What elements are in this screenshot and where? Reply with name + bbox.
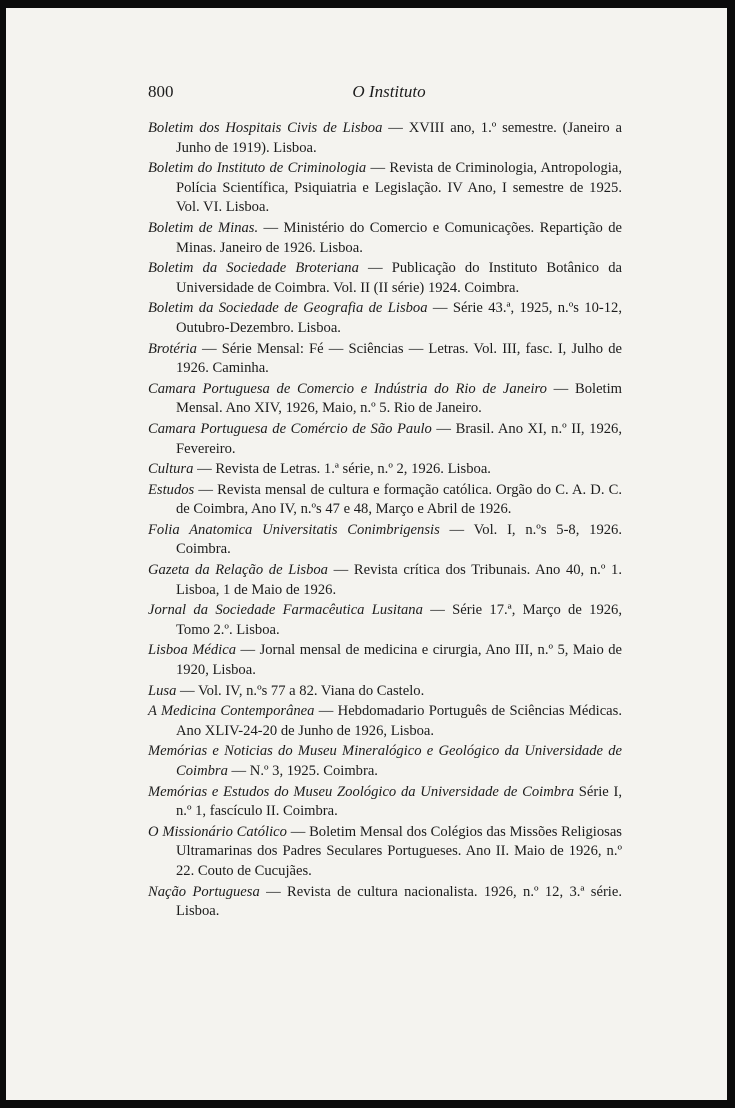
bibliography-entry [148,601,622,640]
entry-text: — Jornal mensal de medicina e cirurgia, Ano III, n.º 5, Maio de 1920, Lisboa. [176,642,623,679]
bibliography-entry [148,420,622,459]
entry-title: Lisboa Médica [148,642,236,659]
entry-text: — Série 43.ª, 1925, n.ºs 10-12, Outubro-Dezembro. Lisboa. [176,300,622,336]
bibliography-entry [148,299,622,338]
entry-text: — Publicação do Instituto Botânico da Universidade de Coimbra. Vol. II (II série) 1924. Coimbra. [176,260,622,296]
running-title: O Instituto [352,82,426,101]
entry-text: — Revista mensal de cultura e formação católica. Orgão do C. A. D. C. de Coimbra, Ano IV, n.ºs 47 e 48, Março e Abril de 1926. [176,481,622,518]
entry-text: — Revista de Letras. 1.ª série, n.º 2, 1926. Lisboa. [193,461,491,478]
bibliography-entry [148,521,622,560]
bibliography-entry [148,259,622,298]
bibliography-entry [148,460,622,480]
entry-title: Lusa [148,682,177,699]
entry-text: — Brasil. Ano XI, n.º II, 1926, Fevereiro. [176,420,622,457]
entry-text: — Hebdomadario Português de Sciências Médicas. Ano XLIV-24-20 de Junho de 1926, Lisboa. [176,703,622,739]
entry-title: Boletim dos Hospitais Civis de Lisboa [148,120,383,136]
entry-title: Folia Anatomica Universitatis Conimbrigensis [148,521,440,538]
entry-text: — Série 17.ª, Março de 1926, Tomo 2.º. Lisboa. [176,602,622,638]
bibliography-entry [148,641,622,680]
entry-text: — Ministério do Comercio e Comunicações. Repartição de Minas. Janeiro de 1926. Lisboa. [176,219,622,256]
entry-title: Boletim do Instituto de Criminologia [148,160,367,177]
entry-text: — Boletim Mensal dos Colégios das Missões Religiosas Ultramarinas dos Padres Seculares Portugueses. Ano II. Maio de 1926, n.º 22. Couto de Cucujães. [176,823,622,879]
entry-text: — Boletim Mensal. Ano XIV, 1926, Maio, n.º 5. Rio de Janeiro. [176,380,623,417]
bibliography-list [148,119,622,923]
entry-text: — Vol. IV, n.ºs 77 a 82. Viana do Castelo. [176,682,425,699]
entry-title: Camara Portuguesa de Comercio e Indústria do Rio de Janeiro [148,380,547,397]
bibliography-entry [148,119,622,158]
entry-text: Série I, n.º 1, fascículo II. Coimbra. [176,783,623,820]
entry-title: Camara Portuguesa de Comércio de São Paulo [148,420,432,437]
entry-text: — Revista de Criminologia, Antropologia, Polícia Scientífica, Psiquiatria e Legislação. IV Ano, I semestre de 1925. Vol. VI. Lisboa. [176,160,622,216]
bibliography-entry [148,682,622,702]
bibliography-entry [148,702,622,741]
entry-text: — Série Mensal: Fé — Sciências — Letras. Vol. III, fasc. I, Julho de 1926. Caminha. [176,340,622,377]
page-number: 800 [148,82,174,101]
entry-text: — XVIII ano, 1.º semestre. (Janeiro a Junho de 1919). Lisboa. [176,120,623,156]
entry-title: Gazeta da Relação de Lisboa [148,562,328,579]
bibliography-entry [148,742,622,781]
entry-title: Memórias e Noticias do Museu Mineralógico e Geológico da Universidade de Coimbra [148,743,622,779]
entry-text: — Vol. I, n.ºs 5-8, 1926. Coimbra. [176,521,622,558]
bibliography-entry [148,481,622,520]
entry-title: Boletim da Sociedade de Geografia de Lisboa [148,300,428,317]
bibliography-entry [148,380,622,419]
bibliography-entry [148,340,622,379]
bibliography-entry [148,561,622,600]
entry-title: O Missionário Católico [148,823,287,840]
entry-title: Boletim da Sociedade Broteriana [148,260,359,277]
entry-text: — Revista crítica dos Tribunais. Ano 40, n.º 1. Lisboa, 1 de Maio de 1926. [176,562,622,598]
entry-title: Brotéria [148,340,197,357]
entry-text: — Revista de cultura nacionalista. 1926, n.º 12, 3.ª série. Lisboa. [176,883,622,920]
entry-text: — N.º 3, 1925. Coimbra. [227,763,378,779]
entry-title: Boletim de Minas. [148,219,259,236]
bibliography-entry [148,883,622,922]
entry-title: Nação Portuguesa [148,883,260,900]
bibliography-entry [148,159,622,218]
entry-title: Estudos [148,481,195,498]
bibliography-entry [148,219,622,258]
entry-title: Memórias e Estudos do Museu Zoológico da Universidade de Coimbra [148,783,575,800]
bibliography-entry [148,783,622,822]
entry-title: A Medicina Contemporânea [148,703,315,720]
entry-title: Cultura [148,461,194,478]
entry-title: Jornal da Sociedade Farmacêutica Lusitana [148,602,423,619]
bibliography-entry [148,823,622,882]
page-header [148,82,630,106]
